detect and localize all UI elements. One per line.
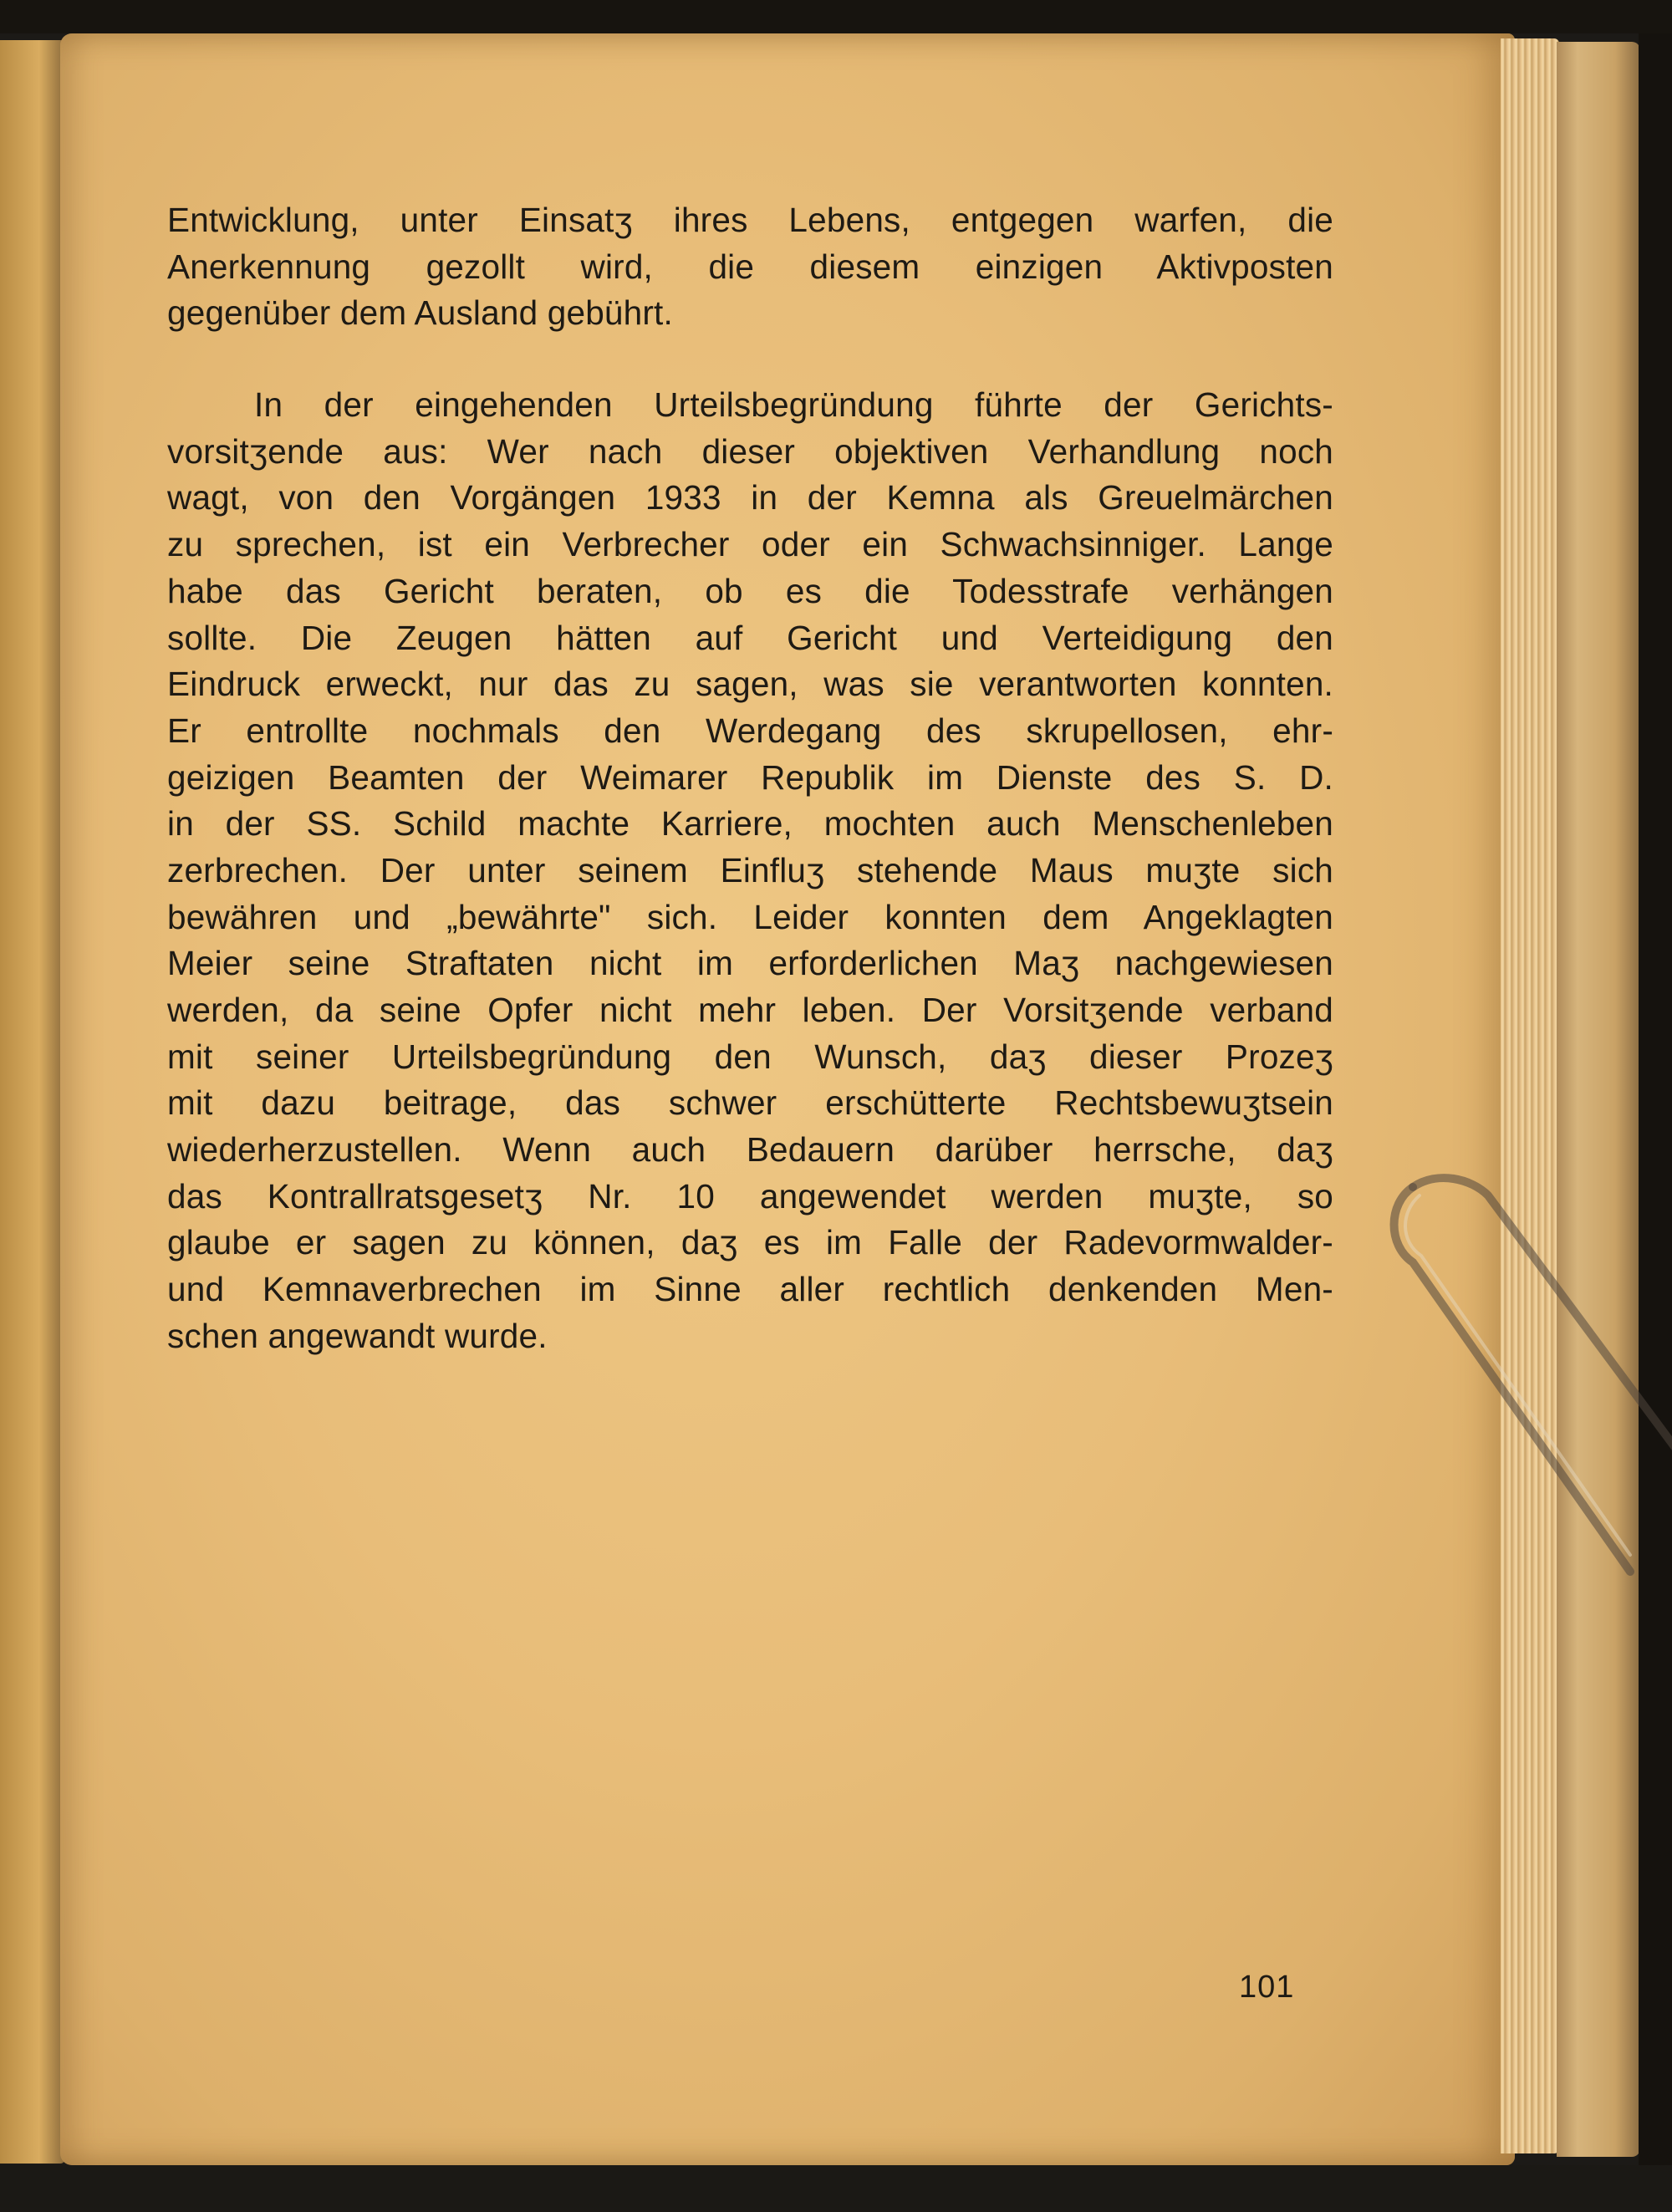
text-line: sollte. Die Zeugen hätten auf Gericht und Verteidigung den: [167, 618, 1333, 657]
facing-page-edge: [0, 40, 65, 2164]
text-line: gegenüber dem Ausland gebührt.: [167, 293, 673, 333]
text-line: schen angewandt wurde.: [167, 1316, 548, 1355]
text-line: mit seiner Urteilsbegründung den Wunsch, daʒ dieser Prozeʒ: [167, 1037, 1333, 1076]
paragraph-1: [167, 197, 1333, 337]
text-line: bewähren und „bewährte" sich. Leider konnten dem Angeklagten: [167, 897, 1333, 936]
text-line: wagt, von den Vorgängen 1933 in der Kemna als Greuelmärchen: [167, 478, 1333, 517]
text-line: und Kemnaverbrechen im Sinne aller rechtlich denkenden Men-: [167, 1270, 1333, 1309]
text-line: habe das Gericht beraten, ob es die Todesstrafe verhängen: [167, 571, 1333, 610]
page-stack-edges: [1501, 38, 1559, 2153]
text-line: geizigen Beamten der Weimarer Republik im Dienste des S. D.: [167, 757, 1333, 797]
scan-top-border: [0, 0, 1672, 33]
text-line: zerbrechen. Der unter seinem Einfluʒ stehende Maus muʒte sich: [167, 850, 1333, 889]
paragraph-2: [167, 382, 1333, 1359]
scan-bottom-border: [0, 2165, 1672, 2212]
back-cover-edge: [1557, 42, 1640, 2157]
text-line: zu sprechen, ist ein Verbrecher oder ein Schwachsinniger. Lange: [167, 525, 1333, 564]
text-line: das Kontrallratsgesetʒ Nr. 10 angewendet werden muʒte, so: [167, 1176, 1333, 1216]
scan-right-border: [1639, 33, 1672, 2174]
body-text: [167, 197, 1333, 1360]
text-line: mit dazu beitrage, das schwer erschütterte Rechtsbewuʒtsein: [167, 1083, 1333, 1123]
text-line: vorsitʒende aus: Wer nach dieser objektiven Verhandlung noch: [167, 431, 1333, 471]
paragraph-gap: [167, 337, 1333, 382]
text-line: Entwicklung, unter Einsatʒ ihres Lebens, entgegen warfen, die: [167, 201, 1333, 239]
text-line: glaube er sagen zu können, daʒ es im Falle der Radevormwalder-: [167, 1223, 1333, 1262]
text-line: Er entrollte nochmals den Werdegang des skrupellosen, ehr-: [167, 711, 1333, 750]
text-line: Meier seine Straftaten nicht im erforderlichen Maʒ nachgewiesen: [167, 944, 1333, 983]
text-line: wiederherzustellen. Wenn auch Bedauern darüber herrsche, daʒ: [167, 1130, 1333, 1170]
text-line: Eindruck erweckt, nur das zu sagen, was sie verantworten konnten.: [167, 665, 1333, 704]
text-line: Anerkennung gezollt wird, die diesem einzigen Aktivposten: [167, 247, 1333, 286]
text-line: werden, da seine Opfer nicht mehr leben. Der Vorsitʒende verband: [167, 991, 1333, 1029]
page-number: 101: [1239, 1970, 1295, 2005]
text-line: in der SS. Schild machte Karriere, mochten auch Menschenleben: [167, 804, 1333, 844]
text-line: In der eingehenden Urteilsbegründung führte der Gerichts-: [254, 385, 1333, 425]
